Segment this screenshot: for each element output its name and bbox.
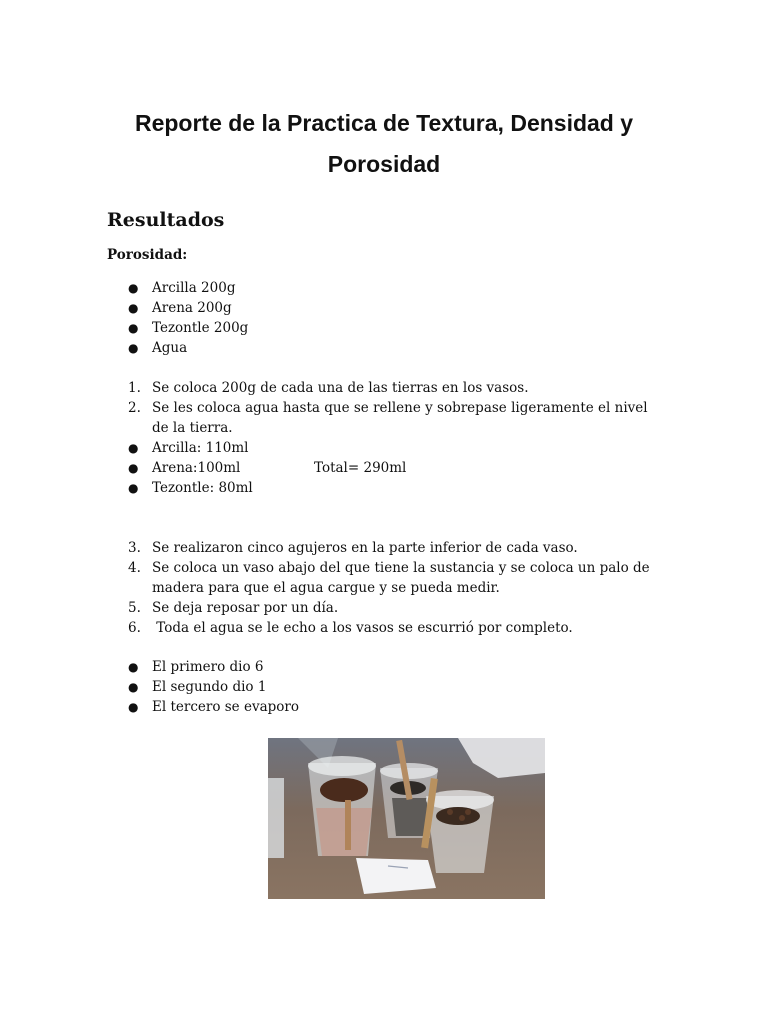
list-item: ● Arena:100ml Total= 290ml: [128, 460, 407, 476]
step-item: 2. Se les coloca agua hasta que se rellene y sobrepase ligeramente el nivel de la tierra.: [128, 400, 648, 436]
subsection-heading: Porosidad:: [107, 247, 188, 263]
bullet-icon: ●: [128, 660, 139, 674]
bullet-icon: ●: [128, 341, 139, 355]
list-item: ● Tezontle: 80ml: [128, 480, 253, 496]
bullet-icon: ●: [128, 680, 139, 694]
step-item: 3. Se realizaron cinco agujeros en la parte inferior de cada vaso.: [128, 540, 578, 556]
list-item: ● El primero dio 6: [128, 659, 264, 675]
step-item: 1. Se coloca 200g de cada una de las tierras en los vasos.: [128, 380, 529, 396]
bullet-icon: ●: [128, 700, 139, 714]
list-item: ● El segundo dio 1: [128, 679, 267, 695]
results-list: [128, 657, 668, 717]
bullet-icon: ●: [128, 281, 139, 295]
experiment-photo-drawing: [268, 738, 545, 899]
list-item: ● El tercero se evaporo: [128, 699, 299, 715]
list-item: ● Tezontle 200g: [128, 320, 249, 336]
bullet-icon: ●: [128, 301, 139, 315]
list-item: ● Agua: [128, 340, 188, 356]
materials-list: [128, 278, 668, 358]
section-heading: Resultados: [107, 209, 225, 231]
step-item: 4. Se coloca un vaso abajo del que tiene la sustancia y se coloca un palo de madera para que el agua cargue y se pueda medir.: [128, 560, 650, 596]
bullet-icon: ●: [128, 461, 139, 475]
step-item: 5. Se deja reposar por un día.: [128, 600, 339, 616]
bullet-icon: ●: [128, 321, 139, 335]
bullet-icon: ●: [128, 481, 139, 495]
bullet-icon: ●: [128, 441, 139, 455]
experiment-photo: [268, 738, 545, 899]
steps-list: [128, 538, 668, 638]
list-item: ● Arcilla: 110ml: [128, 440, 249, 456]
list-item: ● Arcilla 200g: [128, 280, 236, 296]
water-list: [128, 438, 668, 498]
steps-list: [128, 378, 668, 438]
total-value: Total= 290ml: [314, 460, 407, 476]
step-item: 6. Toda el agua se le echo a los vasos se escurrió por completo.: [128, 620, 573, 636]
document-title: Reporte de la Practica de Textura, Densidad y Porosidad: [134, 110, 634, 178]
list-item: ● Arena 200g: [128, 300, 232, 316]
